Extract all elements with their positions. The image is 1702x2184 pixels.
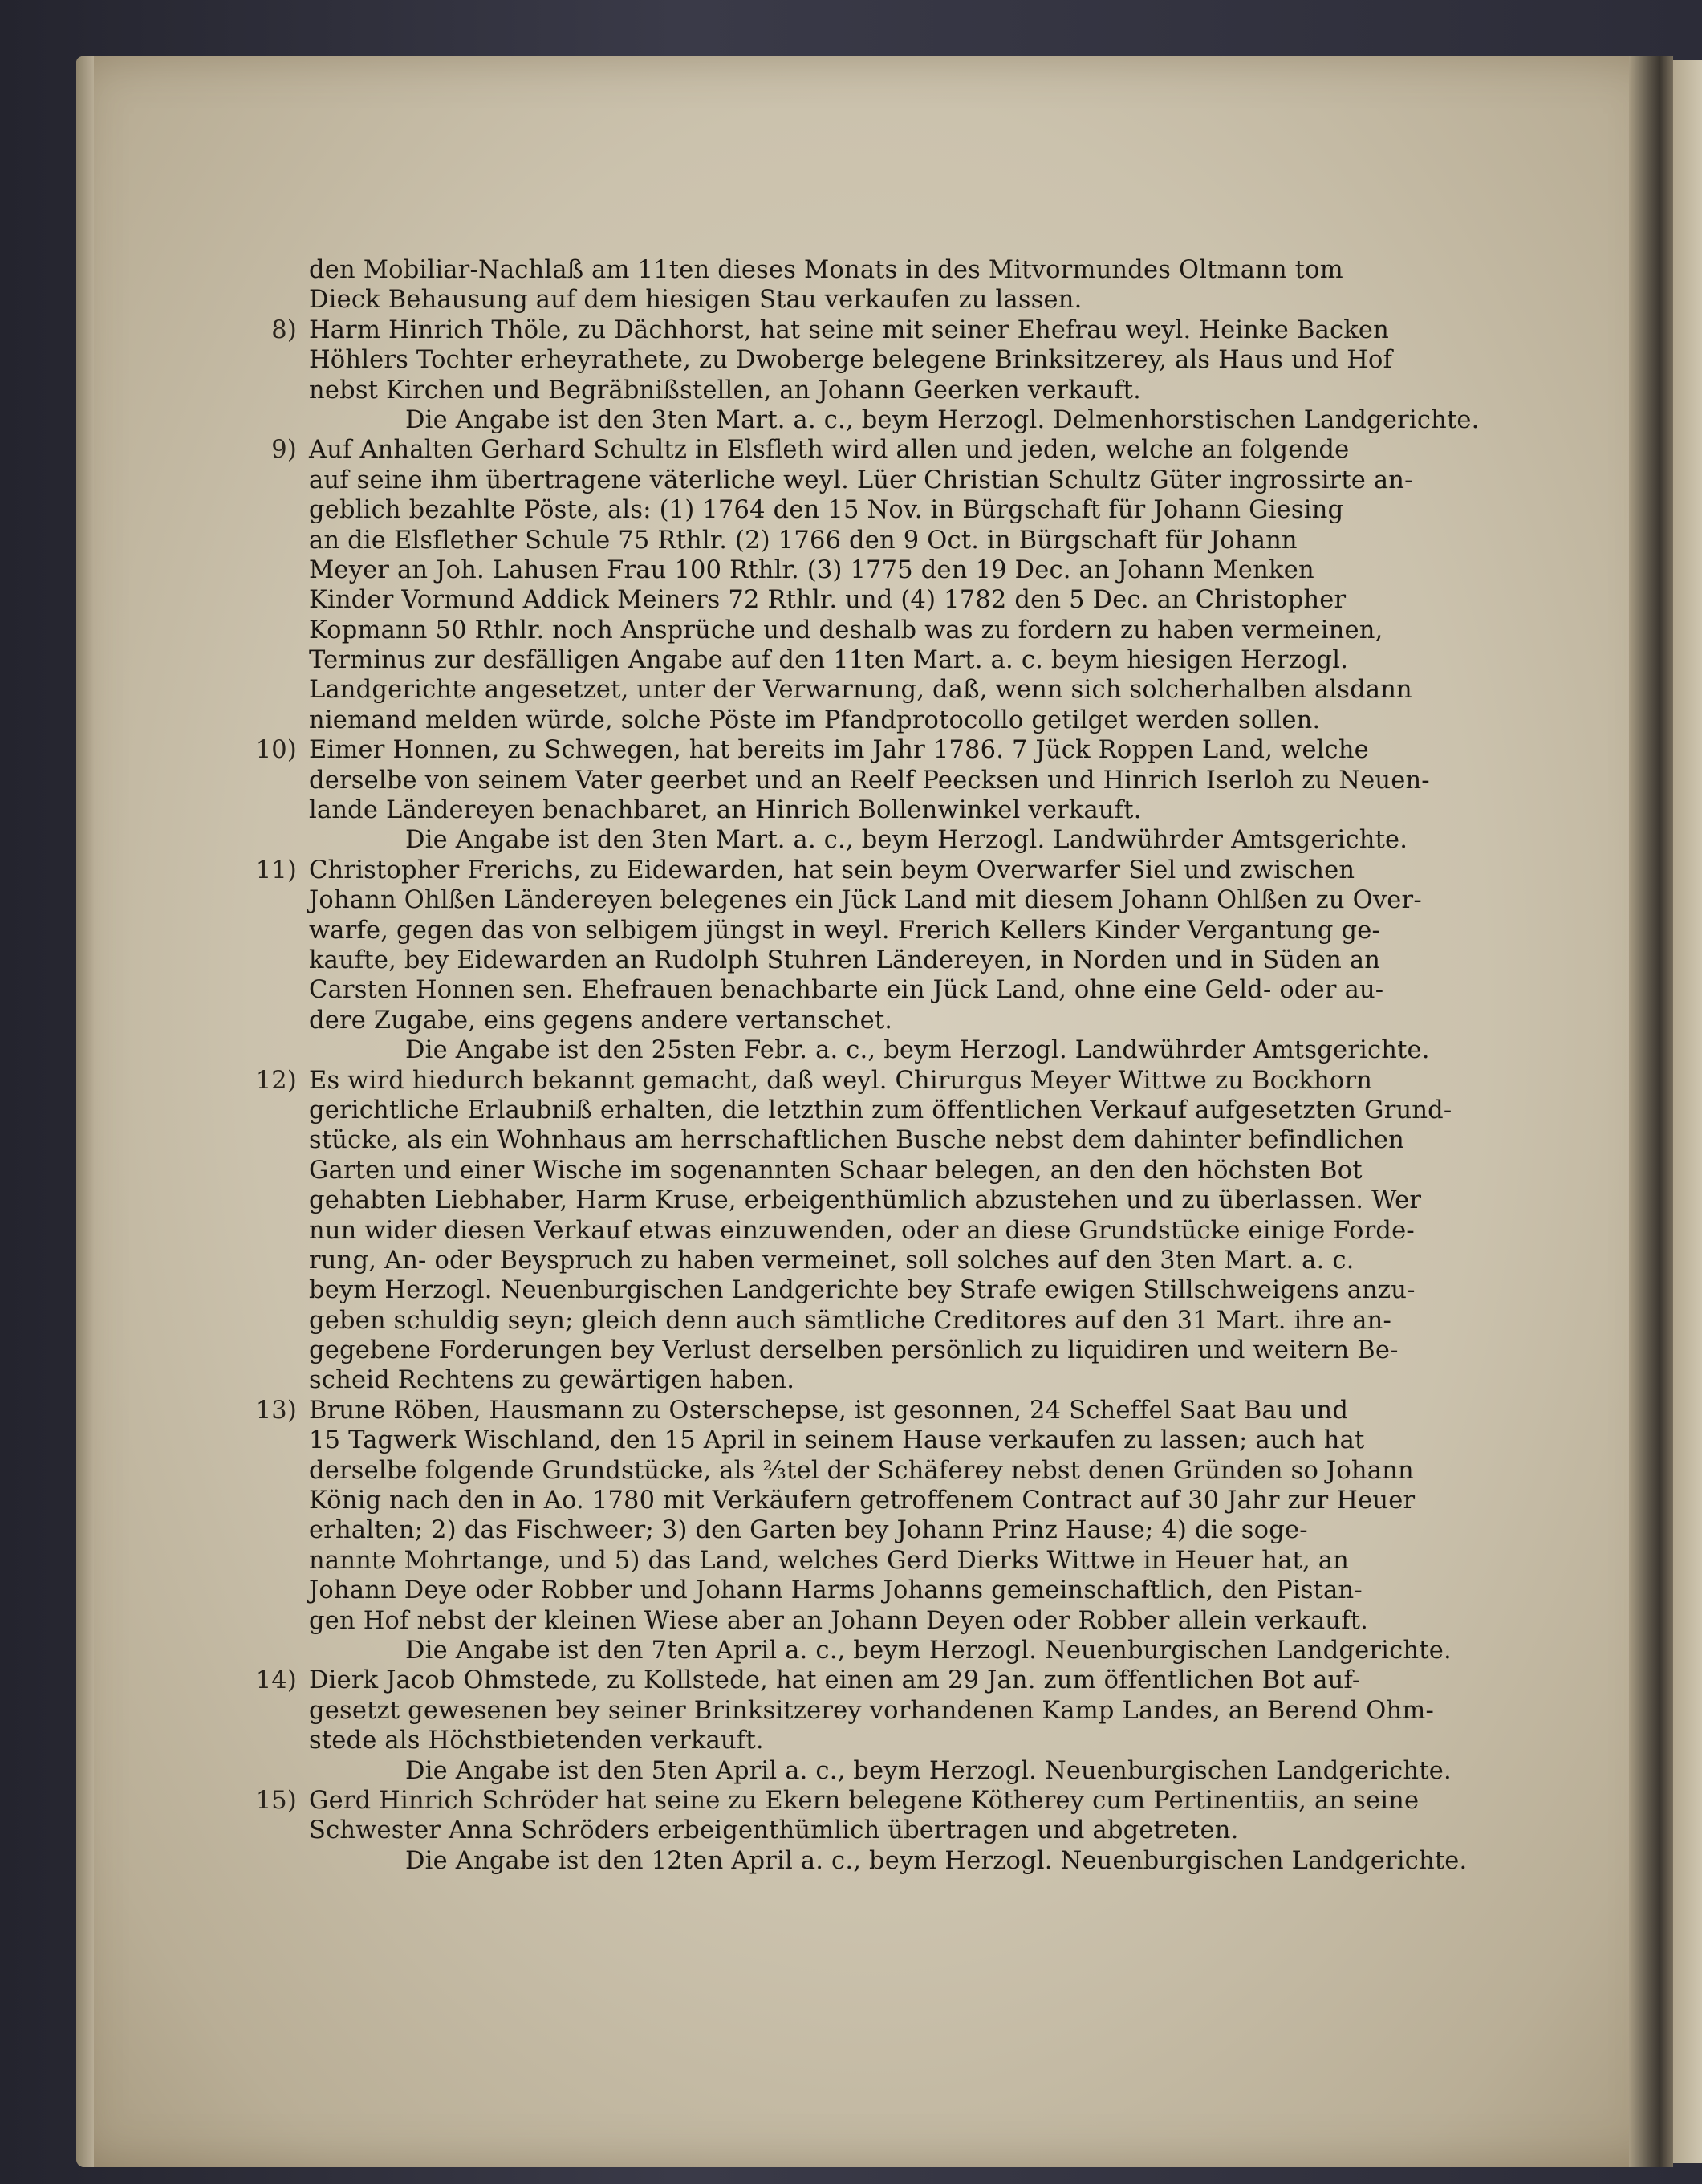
text-line: scheid Rechtens zu gewärtigen haben. (309, 1366, 795, 1395)
text-line: gerichtliche Erlaubniß erhalten, die letzthin zum öffentlichen Verkauf aufgesetzten Grund- (309, 1096, 1452, 1125)
notice-entry (255, 1665, 1452, 1786)
text-line: Harm Hinrich Thöle, zu Dächhorst, hat seine mit seiner Ehefrau weyl. Heinke Backen (309, 315, 1390, 344)
text-line: Kopmann 50 Rthlr. noch Ansprüche und deshalb was zu fordern zu haben vermeinen, (309, 616, 1383, 645)
notice-entry (255, 1066, 1452, 1396)
court-notice-line: Die Angabe ist den 25sten Febr. a. c., beym Herzogl. Landwührder Amtsgerichte. (405, 1036, 1430, 1065)
entry-number: 10) (255, 736, 297, 765)
text-line: kaufte, bey Eidewarden an Rudolph Stuhren Ländereyen, in Norden und in Süden an (309, 946, 1381, 974)
notice-entry (255, 856, 1448, 1066)
notice-entry (271, 435, 1448, 735)
text-line: stede als Höchstbietenden verkauft. (309, 1726, 764, 1755)
text-line: gegebene Forderungen bey Verlust derselben persönlich zu liquidiren und weitern Be- (309, 1336, 1399, 1365)
text-line: an die Elsflether Schule 75 Rthlr. (2) 1766 den 9 Oct. in Bürgschaft für Johann (309, 526, 1298, 555)
text-line: 15 Tagwerk Wischland, den 15 April in seinem Hause verkaufen zu lassen; auch hat (309, 1426, 1365, 1455)
text-line: stücke, als ein Wohnhaus am herrschaftlichen Busche nebst dem dahinter befindlichen (309, 1126, 1404, 1155)
text-line: Johann Ohlßen Ländereyen belegenes ein Jück Land mit diesem Johann Ohlßen zu Over- (309, 886, 1422, 915)
text-line: beym Herzogl. Neuenburgischen Landgerichte bey Strafe ewigen Stillschweigens anzu- (309, 1276, 1416, 1305)
text-line: Christopher Frerichs, zu Eidewarden, hat sein beym Overwarfer Siel und zwischen (309, 856, 1355, 885)
text-line: Johann Deye oder Robber und Johann Harms Johanns gemeinschaftlich, den Pistan- (309, 1576, 1363, 1605)
text-line: derselbe von seinem Vater geerbet und an Reelf Peecksen und Hinrich Iserloh zu Neuen- (309, 766, 1430, 795)
text-line: niemand melden würde, solche Pöste im Pfandprotocollo getilget werden sollen. (309, 706, 1321, 734)
text-line: Auf Anhalten Gerhard Schultz in Elsfleth wird allen und jeden, welche an folgende (309, 436, 1350, 465)
entry-number: 12) (255, 1066, 297, 1095)
text-line: Gerd Hinrich Schröder hat seine zu Ekern belegene Kötherey cum Pertinentiis, an seine (309, 1786, 1420, 1815)
text-line: Dieck Behausung auf dem hiesigen Stau verkaufen zu lassen. (309, 286, 1083, 315)
text-line: warfe, gegen das von selbigem jüngst in weyl. Frerich Kellers Kinder Vergantung ge- (309, 916, 1381, 945)
text-line: Eimer Honnen, zu Schwegen, hat bereits im Jahr 1786. 7 Jück Roppen Land, welche (309, 736, 1369, 765)
notice-entry (309, 255, 1448, 315)
text-line: geblich bezahlte Pöste, als: (1) 1764 den 15 Nov. in Bürgschaft für Johann Giesing (309, 496, 1344, 525)
text-line: König nach den in Ao. 1780 mit Verkäufern getroffenem Contract auf 30 Jahr zur Heuer (309, 1487, 1416, 1515)
entry-number: 15) (255, 1786, 297, 1815)
text-line: rung, An- oder Beyspruch zu haben vermeinet, soll solches auf den 3ten Mart. a. c. (309, 1246, 1355, 1275)
text-line: Garten und einer Wische im sogenannten Schaar belegen, an den den höchsten Bot (309, 1156, 1363, 1185)
text-line: gen Hof nebst der kleinen Wiese aber an Johann Deyen oder Robber allein verkauft. (309, 1606, 1369, 1635)
notice-entry (255, 735, 1448, 856)
text-line: Carsten Honnen sen. Ehefrauen benachbarte ein Jück Land, ohne eine Geld- oder au- (309, 976, 1384, 1005)
page-left-edge (76, 56, 94, 2167)
court-notice-line: Die Angabe ist den 7ten April a. c., beym Herzogl. Neuenburgischen Landgerichte. (405, 1636, 1452, 1665)
text-line: den Mobiliar-Nachlaß am 11ten dieses Monats in des Mitvormundes Oltmann tom (309, 256, 1343, 284)
text-line: Schwester Anna Schröders erbeigenthümlich übertragen und abgetreten. (309, 1816, 1239, 1845)
text-line: geben schuldig seyn; gleich denn auch sämtliche Creditores auf den 31 Mart. ihre an- (309, 1306, 1391, 1335)
facing-page-edge (1673, 60, 1702, 2163)
text-line: dere Zugabe, eins gegens andere vertanschet. (309, 1006, 893, 1035)
notice-entry (271, 315, 1480, 436)
text-line: nebst Kirchen und Begräbnißstellen, an Johann Geerken verkauft. (309, 376, 1142, 405)
court-notice-line: Die Angabe ist den 3ten Mart. a. c., beym Herzogl. Landwührder Amtsgerichte. (405, 826, 1408, 855)
entry-number: 9) (271, 436, 297, 465)
text-line: erhalten; 2) das Fischweer; 3) den Garten bey Johann Prinz Hause; 4) die soge- (309, 1516, 1308, 1545)
notice-entry (255, 1396, 1452, 1666)
notice-entry (255, 1786, 1468, 1876)
text-line: nun wider diesen Verkauf etwas einzuwenden, oder an diese Grundstücke einige Forde- (309, 1216, 1415, 1245)
entry-number: 14) (255, 1666, 297, 1695)
text-line: Es wird hiedurch bekannt gemacht, daß weyl. Chirurgus Meyer Wittwe zu Bockhorn (309, 1066, 1373, 1095)
court-notice-line: Die Angabe ist den 12ten April a. c., beym Herzogl. Neuenburgischen Landgerichte. (405, 1846, 1468, 1875)
book-gutter (1629, 56, 1673, 2167)
text-line: gesetzt gewesenen bey seiner Brinksitzerey vorhandenen Kamp Landes, an Berend Ohm- (309, 1696, 1434, 1725)
document-text-block (255, 255, 1480, 1876)
text-line: Kinder Vormund Addick Meiners 72 Rthlr. und (4) 1782 den 5 Dec. an Christopher (309, 586, 1347, 615)
entry-number: 13) (255, 1396, 297, 1425)
entry-number: 11) (255, 856, 297, 885)
text-line: Landgerichte angesetzet, unter der Verwarnung, daß, wenn sich solcherhalben alsdann (309, 676, 1412, 705)
text-line: Höhlers Tochter erheyrathete, zu Dwoberge belegene Brinksitzerey, als Haus und Hof (309, 346, 1393, 375)
entry-number: 8) (271, 315, 297, 344)
text-line: Brune Röben, Hausmann zu Osterschepse, ist gesonnen, 24 Scheffel Saat Bau und (309, 1396, 1349, 1425)
text-line: Terminus zur desfälligen Angabe auf den 11ten Mart. a. c. beym hiesigen Herzogl. (309, 646, 1349, 675)
text-line: lande Ländereyen benachbaret, an Hinrich Bollenwinkel verkauft. (309, 796, 1142, 825)
text-line: auf seine ihm übertragene väterliche weyl. Lüer Christian Schultz Güter ingrossirte an- (309, 466, 1413, 494)
court-notice-line: Die Angabe ist den 5ten April a. c., beym Herzogl. Neuenburgischen Landgerichte. (405, 1756, 1452, 1785)
text-line: Meyer an Joh. Lahusen Frau 100 Rthlr. (3) 1775 den 19 Dec. an Johann Menken (309, 555, 1314, 584)
text-line: gehabten Liebhaber, Harm Kruse, erbeigenthümlich abzustehen und zu überlassen. Wer (309, 1186, 1422, 1215)
text-line: derselbe folgende Grundstücke, als ⅔tel der Schäferey nebst denen Gründen so Johann (309, 1456, 1414, 1485)
text-line: nannte Mohrtange, und 5) das Land, welches Gerd Dierks Wittwe in Heuer hat, an (309, 1546, 1349, 1575)
text-line: Dierk Jacob Ohmstede, zu Kollstede, hat einen am 29 Jan. zum öffentlichen Bot auf- (309, 1666, 1361, 1695)
court-notice-line: Die Angabe ist den 3ten Mart. a. c., beym Herzogl. Delmenhorstischen Landgerichte. (405, 405, 1480, 434)
